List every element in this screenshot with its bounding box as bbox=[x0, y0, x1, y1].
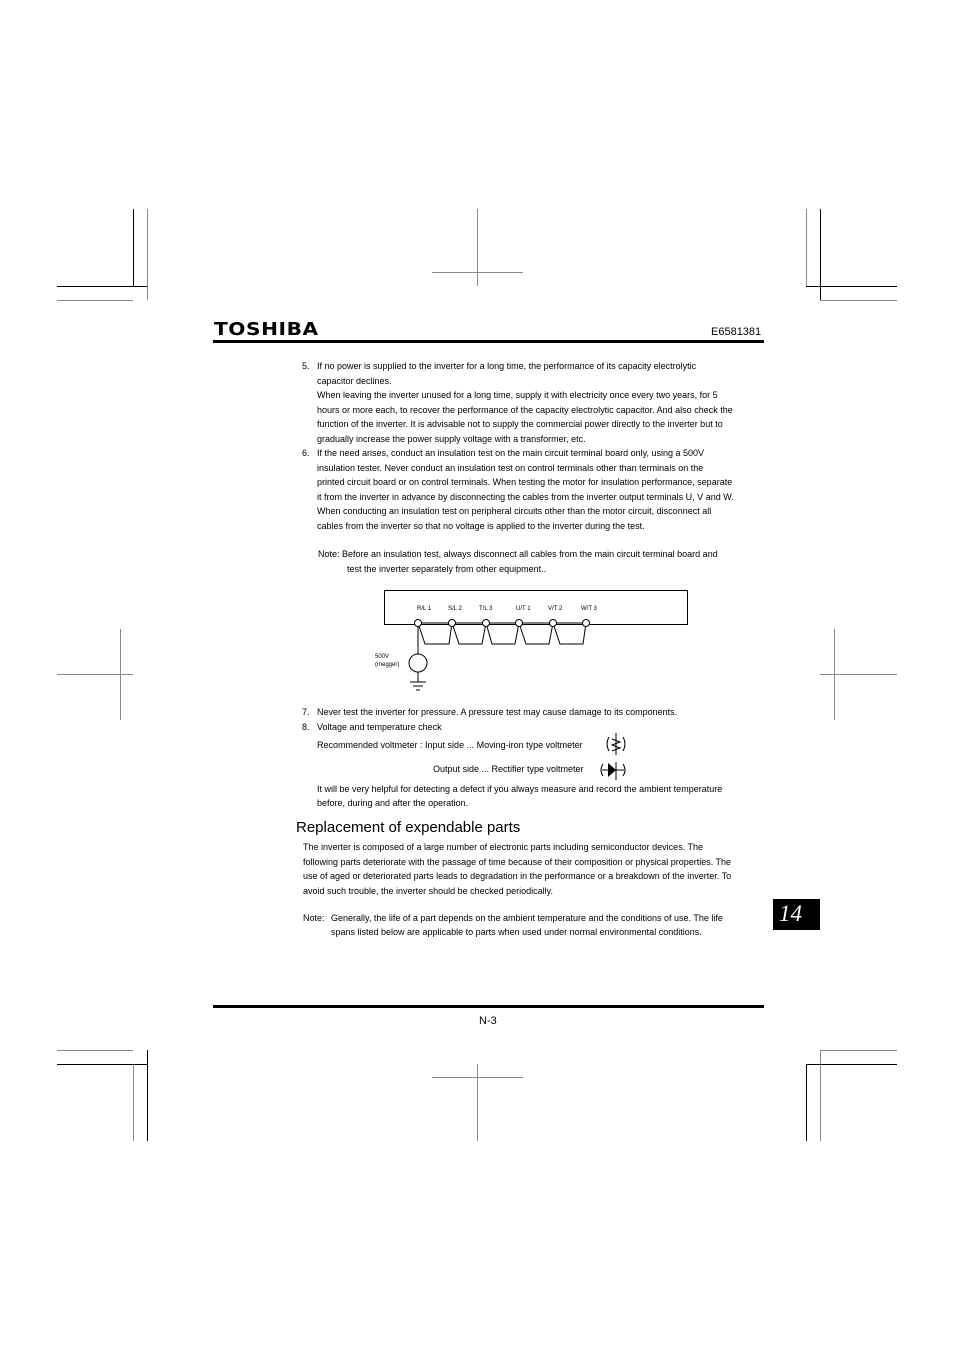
section-heading: Replacement of expendable parts bbox=[296, 819, 521, 836]
chapter-tab bbox=[773, 899, 820, 930]
chapter-number: 14 bbox=[779, 901, 802, 926]
toshiba-logo: TOSHIBA bbox=[214, 319, 319, 340]
page-number: N-3 bbox=[479, 1015, 497, 1027]
moving-iron-voltmeter-icon bbox=[604, 731, 628, 755]
list-number: 6. bbox=[302, 448, 310, 458]
document-code: E6581381 bbox=[711, 326, 762, 338]
list-number: 5. bbox=[302, 361, 310, 371]
megger-label: (megger) bbox=[375, 662, 400, 668]
terminal-label: V/T 2 bbox=[548, 606, 563, 612]
header-rule bbox=[213, 340, 764, 343]
terminal-label: S/L 2 bbox=[448, 606, 462, 612]
terminal-label: U/T 1 bbox=[516, 606, 531, 612]
list-number: 7. bbox=[302, 707, 310, 717]
terminal-label: T/L 3 bbox=[479, 606, 493, 612]
terminal-label: W/T 3 bbox=[581, 606, 597, 612]
footer-rule bbox=[213, 1005, 764, 1008]
rectifier-voltmeter-icon bbox=[598, 759, 628, 781]
megger-icon bbox=[409, 654, 427, 672]
list-number: 8. bbox=[302, 722, 310, 732]
insulation-test-diagram bbox=[370, 588, 690, 696]
megger-label: 500V bbox=[375, 654, 390, 660]
terminal-label: R/L 1 bbox=[417, 606, 432, 612]
terminal-wiring bbox=[370, 588, 690, 696]
